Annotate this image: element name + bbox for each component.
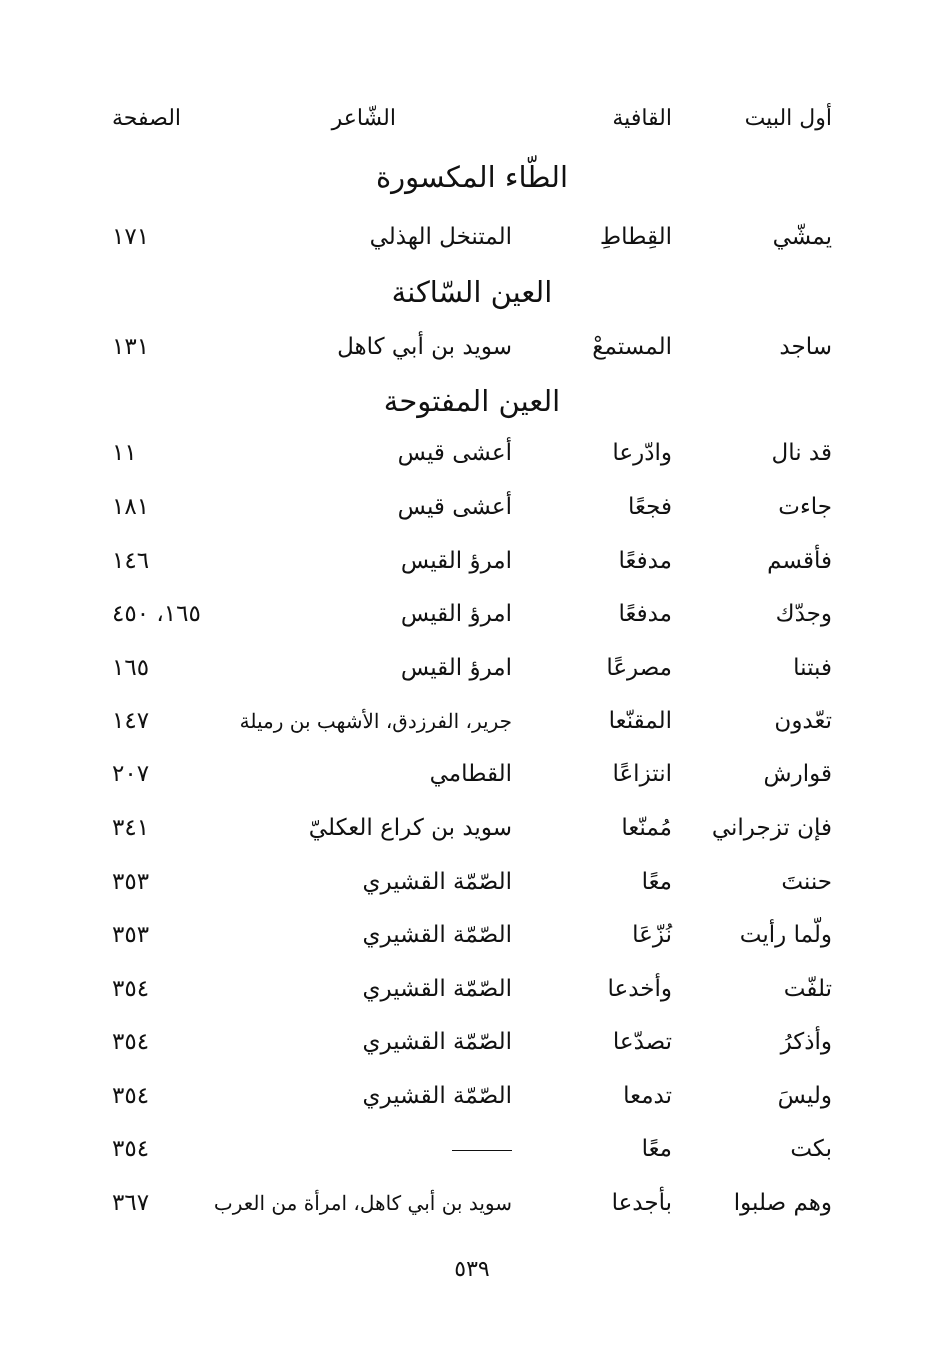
rhyme: المقنّعا bbox=[608, 708, 672, 734]
header-poet: الشّاعر bbox=[331, 106, 396, 131]
poet: الصّمّة القشيري bbox=[362, 1029, 512, 1055]
table-row bbox=[0, 210, 944, 264]
poet: أعشى قيس bbox=[397, 440, 512, 466]
table-row bbox=[0, 1176, 944, 1230]
first-verse: فأقسم bbox=[767, 548, 832, 574]
header-rhyme: القافية bbox=[612, 106, 672, 131]
first-verse: قد نال bbox=[771, 440, 832, 466]
page-ref: ١٤٧ bbox=[112, 708, 150, 734]
table-row bbox=[0, 534, 944, 588]
poet: امرؤ القيس bbox=[400, 655, 512, 681]
section-title: الطّاء المكسورة bbox=[375, 160, 569, 194]
rhyme: القِطاطِ bbox=[599, 224, 672, 250]
header-first-verse: أول البيت bbox=[744, 106, 832, 131]
table-row bbox=[0, 480, 944, 534]
table-row bbox=[0, 855, 944, 909]
rhyme: معًا bbox=[641, 869, 672, 895]
table-row bbox=[0, 1015, 944, 1069]
first-verse: قوارش bbox=[763, 761, 832, 787]
table-row bbox=[0, 641, 944, 695]
page-ref: ٣٥٤ bbox=[112, 976, 150, 1002]
first-verse: بكت bbox=[790, 1136, 832, 1162]
rhyme: انتزاعًا bbox=[612, 761, 672, 787]
table-row bbox=[0, 1122, 944, 1176]
rhyme: معًا bbox=[641, 1136, 672, 1162]
poet: الصّمّة القشيري bbox=[362, 869, 512, 895]
poet: سويد بن أبي كاهل، امرأة من العرب bbox=[213, 1191, 512, 1215]
first-verse: وأذكرُ bbox=[780, 1029, 832, 1055]
rhyme: نُزّعَا bbox=[632, 922, 672, 948]
rhyme: مُمنّعا bbox=[621, 815, 672, 841]
rhyme: مدفعًا bbox=[618, 601, 672, 627]
header-page: الصفحة bbox=[112, 106, 182, 131]
page-ref: ٣٤١ bbox=[112, 815, 150, 841]
page-ref: ٣٥٤ bbox=[112, 1029, 150, 1055]
page-ref: ١٦٥ bbox=[112, 655, 150, 681]
table-row bbox=[0, 587, 944, 641]
section-title: العين المفتوحة bbox=[383, 384, 561, 418]
table-row bbox=[0, 694, 944, 748]
poet-unknown-dash bbox=[452, 1122, 512, 1176]
poet: الصّمّة القشيري bbox=[362, 1083, 512, 1109]
table-row bbox=[0, 426, 944, 480]
section-title: العين السّاكنة bbox=[391, 275, 553, 309]
poet: جرير، الفرزدق، الأشهب بن رميلة bbox=[239, 709, 512, 733]
column-header-row bbox=[0, 92, 944, 146]
rhyme: وادّرعا bbox=[612, 440, 672, 466]
page-ref: ٣٥٤ bbox=[112, 1083, 150, 1109]
page-ref: ١٤٦ bbox=[112, 548, 150, 574]
poet: امرؤ القيس bbox=[400, 548, 512, 574]
first-verse: ساجد bbox=[779, 334, 832, 360]
table-row bbox=[0, 801, 944, 855]
rhyme: فجعًا bbox=[628, 494, 672, 520]
poet: الصّمّة القشيري bbox=[362, 976, 512, 1002]
page-ref: ١٦٥، ٤٥٠ bbox=[112, 601, 201, 627]
page-ref: ٣٦٧ bbox=[112, 1190, 150, 1216]
rhyme: تدمعا bbox=[623, 1083, 672, 1109]
table-row bbox=[0, 962, 944, 1016]
first-verse: حننتَ bbox=[781, 869, 832, 895]
page-ref: ١٨١ bbox=[112, 494, 150, 520]
rhyme: المستمعْ bbox=[592, 334, 672, 360]
table-row bbox=[0, 747, 944, 801]
rhyme: بأجدعا bbox=[611, 1190, 672, 1216]
poet: امرؤ القيس bbox=[400, 601, 512, 627]
first-verse: وجدّك bbox=[775, 601, 832, 627]
rhyme: تصدّعا bbox=[612, 1029, 672, 1055]
first-verse: جاءت bbox=[778, 494, 832, 520]
first-verse: وليسَ bbox=[777, 1083, 832, 1109]
first-verse: يمشّي bbox=[772, 224, 832, 250]
page-ref: ٣٥٤ bbox=[112, 1136, 150, 1162]
dash-line bbox=[452, 1150, 512, 1151]
page-ref: ٣٥٣ bbox=[112, 869, 150, 895]
first-verse: تلفّت bbox=[783, 976, 832, 1002]
page-ref: ٣٥٣ bbox=[112, 922, 150, 948]
poet: سويد بن أبي كاهل bbox=[337, 334, 512, 360]
page-ref: ٢٠٧ bbox=[112, 761, 150, 787]
page-ref: ١١ bbox=[112, 440, 137, 466]
rhyme: وأخدعا bbox=[607, 976, 672, 1002]
table-row bbox=[0, 1069, 944, 1123]
poet: المتنخل الهذلي bbox=[369, 224, 512, 250]
page-ref: ١٧١ bbox=[112, 224, 150, 250]
poet: أعشى قيس bbox=[397, 494, 512, 520]
poet: سويد بن كراع العكليّ bbox=[308, 815, 512, 841]
table-row bbox=[0, 320, 944, 374]
first-verse: وهم صلبوا bbox=[733, 1190, 832, 1216]
first-verse: فبتنا bbox=[793, 655, 832, 681]
rhyme: مصرعًا bbox=[606, 655, 672, 681]
rhyme: مدفعًا bbox=[618, 548, 672, 574]
poet: القطامي bbox=[429, 761, 512, 787]
table-row bbox=[0, 908, 944, 962]
poet: الصّمّة القشيري bbox=[362, 922, 512, 948]
page-ref: ١٣١ bbox=[112, 334, 150, 360]
page-number: ٥٣٩ bbox=[454, 1257, 490, 1282]
first-verse: فإن تزجراني bbox=[711, 815, 832, 841]
first-verse: تعّدون bbox=[774, 708, 832, 734]
first-verse: ولّما رأيت bbox=[739, 922, 832, 948]
